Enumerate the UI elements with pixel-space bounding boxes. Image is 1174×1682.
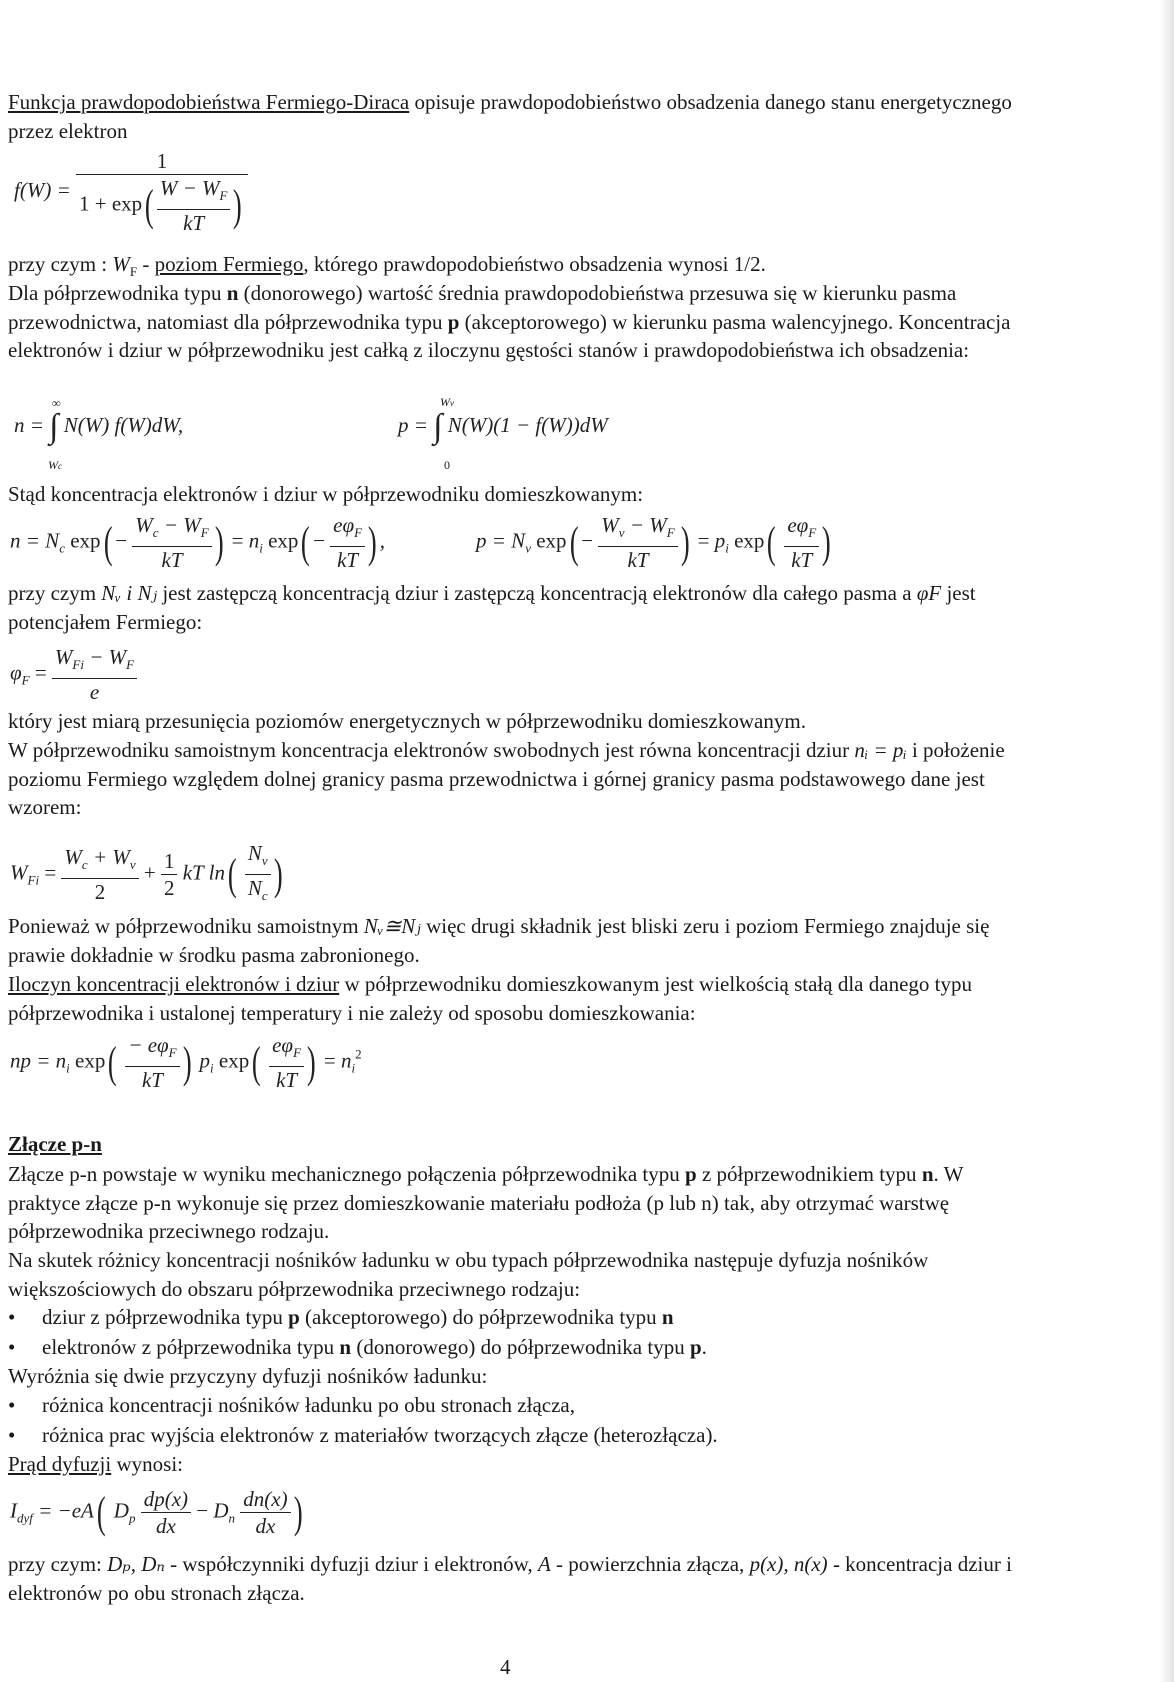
dx: dx — [155, 1514, 176, 1538]
paren-left: ( — [103, 517, 113, 567]
pi: p — [714, 528, 726, 553]
n-int-lower-sub: c — [58, 461, 62, 471]
p-integral-formula — [398, 408, 608, 446]
neg-e-phi: − eφ — [128, 1033, 169, 1057]
nv-nc: Nᵥ i Nⱼ — [101, 581, 158, 605]
phi-f: φF — [916, 581, 942, 605]
diffusion-current-formula — [10, 1486, 305, 1539]
one-half — [161, 848, 178, 901]
f-numerator: 1 — [76, 148, 248, 175]
paren-left: ( — [227, 849, 237, 899]
s2-p1-b: z półprzewodnikiem typu — [696, 1162, 922, 1186]
paren-left: ( — [252, 1037, 261, 1087]
phi-num-a-sub: Fi — [72, 657, 84, 672]
paren-left: ( — [145, 180, 154, 230]
f-inner-num-text: W − W — [159, 176, 220, 200]
ni-eq-pi: nᵢ = pᵢ — [854, 738, 907, 762]
minus-wf: − W — [158, 513, 201, 537]
minus-sign: − — [313, 528, 325, 553]
wf-sub: F — [666, 525, 675, 540]
p3-p: p — [447, 309, 460, 334]
fermi-dirac-link: Funkcja prawdopodobieństwa Fermiego-Diraca — [8, 90, 410, 114]
np-frac-2-num — [269, 1032, 304, 1067]
wc: W — [64, 845, 82, 869]
n-exp: exp — [70, 528, 101, 553]
plus-wv: + W — [87, 845, 130, 869]
p2-wf-sub: F — [129, 264, 138, 279]
paren-right: ) — [306, 1037, 316, 1087]
wc-sub: c — [152, 525, 159, 540]
wv: W — [601, 513, 619, 537]
s2-p5-c: - powierzchnia złącza, — [550, 1552, 750, 1576]
paren-right: ) — [293, 1487, 303, 1537]
p-int-lhs: p = — [398, 412, 428, 437]
np-ni-sub: i — [66, 1060, 70, 1076]
bullet-2: • — [8, 1335, 16, 1359]
nv-nc-frac — [245, 840, 271, 909]
intrinsic-fermi-level-formula — [10, 840, 285, 909]
np-frac-1 — [125, 1032, 179, 1093]
dp-sub: p — [128, 1510, 136, 1526]
s2-p1-a: Złącze p-n powstaje w wyniku mechanicznego połączenia półprzewodnika typu — [8, 1162, 685, 1186]
p5-c: jest potencjałem Fermiego: — [8, 581, 976, 634]
f-inner-den: kT — [183, 211, 205, 235]
p5-b: jest zastępczą koncentracją dziur i zastępczą koncentracją elektronów dla całego pasma a — [157, 581, 917, 605]
minus-wf: − W — [624, 513, 667, 537]
diffusion-intro: Na skutek różnicy koncentracji nośników ładunku w obu typach półprzewodnika następuje dyfuzja nośników większościowych do obszaru półprzewodnika przeciwnego rodzaju: — [8, 1248, 929, 1301]
integral-sign: ∫ — [433, 408, 443, 445]
diffusion-causes-intro: Wyróżnia się dwie przyczyny dyfuzji nośników ładunku: — [8, 1364, 488, 1388]
wv-sub: v — [618, 525, 625, 540]
wfi-sub: Fi — [27, 872, 40, 888]
p-int-upper-sub: v — [450, 398, 454, 408]
equals-sign: = — [34, 660, 47, 685]
dpx: dp(x) — [141, 1486, 191, 1513]
p4-rest: wynosi: — [111, 1452, 183, 1476]
minus-sign: − — [115, 528, 128, 553]
n-int-lower-text: W — [48, 458, 58, 472]
p2-a: przy czym : — [8, 252, 113, 276]
s2-p1-n: n — [921, 1162, 934, 1186]
p-int-body: N(W)(1 − f(W))dW — [447, 412, 608, 437]
nv-text: N — [247, 841, 262, 865]
fermi-dirac-intro-text: opisuje prawdopodobieństwo obsadzenia danego stanu energetycznego przez elektron — [8, 90, 1012, 143]
p-concentration-formula — [476, 512, 834, 573]
s2-p5-A: A — [537, 1552, 551, 1576]
p-exp: exp — [536, 528, 567, 553]
px-nx: p(x), n(x) — [749, 1552, 828, 1576]
np-lhs: np = n — [10, 1048, 67, 1073]
p-exp-2: exp — [734, 528, 765, 553]
wf-sub: F — [200, 525, 209, 540]
p-int-upper-text: W — [440, 395, 450, 409]
mass-action-link: Iloczyn koncentracji elektronów i dziur — [8, 972, 340, 996]
p2-b: - — [137, 252, 155, 276]
two: 2 — [94, 880, 106, 904]
equals-sign: = — [44, 860, 57, 885]
nc-text: N — [247, 876, 262, 900]
eq-minus-ea: = −eA — [38, 1498, 94, 1523]
f-inner-num — [157, 175, 231, 210]
s2-p5-d: - koncentracja dziur i elektronów po obu stronach złącza. — [8, 1552, 1012, 1605]
phi-den: e — [89, 680, 100, 704]
s2-p5-a: przy czym: — [8, 1552, 108, 1576]
wfi-lhs: W — [10, 860, 28, 885]
e-phi: eφ — [272, 1033, 294, 1057]
page-number: 4 — [500, 1655, 511, 1679]
dn-dx-frac — [240, 1486, 290, 1539]
fermi-potential-formula — [10, 644, 137, 705]
n-int-body: N(W) f(W)dW, — [63, 412, 184, 437]
paren-right: ) — [680, 517, 690, 567]
p-phi-num — [784, 512, 819, 547]
wfi-frac — [61, 844, 138, 905]
b1-n: n — [661, 1305, 674, 1329]
one: 1 — [161, 848, 178, 875]
mass-action-formula — [10, 1032, 362, 1093]
paren-right: ) — [273, 849, 283, 899]
p2-c: , którego prawdopodobieństwo obsadzenia wynosi 1/2. — [303, 252, 766, 276]
p8-b: więc drugi składnik jest bliski zeru i poziom Fermiego znajduje się prawie dokładnie w środku pasma zabronionego. — [8, 914, 990, 967]
phi-sub: F — [293, 1045, 302, 1060]
page-edge-shadow — [1160, 0, 1174, 1682]
wfi-frac-num — [61, 844, 138, 879]
b1-a: dziur z półprzewodnika typu — [42, 1305, 289, 1329]
paren-left: ( — [301, 517, 311, 567]
phi-lhs: φ — [10, 660, 22, 685]
paren-left: ( — [96, 1487, 106, 1537]
bullet-3: • — [8, 1393, 16, 1417]
fermi-level-link: poziom Fermiego — [154, 252, 304, 276]
phi-num — [52, 644, 137, 679]
shift-measure-note: który jest miarą przesunięcia poziomów energetycznych w półprzewodniku domieszkowanym. — [8, 709, 806, 733]
wv-sub: v — [129, 857, 136, 872]
p-exp-frac-num — [598, 512, 677, 547]
p7-b: i położenie poziomu Fermiego względem dolnej granicy pasma przewodnictwa i górnej granicy pasma podstawowego dane jest wzorem: — [8, 738, 1005, 820]
bullet-2-text — [42, 1333, 707, 1361]
nv — [245, 840, 271, 875]
equals-sign: = — [697, 528, 710, 553]
diffusion-current-note — [8, 1550, 1038, 1607]
n-phi-frac — [330, 512, 365, 573]
fermi-dirac-formula — [14, 148, 248, 236]
np-frac-1-num — [125, 1032, 179, 1067]
minus-sign: − — [196, 1498, 209, 1523]
p5-a: przy czym — [8, 581, 102, 605]
integral-sign: ∫ — [49, 408, 59, 445]
n-integral-formula — [14, 408, 183, 446]
kt: kT — [791, 548, 813, 572]
n-concentration-formula — [10, 512, 385, 573]
np-exp: exp — [75, 1048, 106, 1073]
phi-num-a: W — [54, 645, 73, 669]
pi-sub: i — [725, 540, 729, 556]
p8-a: Ponieważ w półprzewodniku samoistnym — [8, 914, 364, 938]
dp-dx-frac — [141, 1486, 191, 1539]
phi-lhs-sub: F — [21, 672, 30, 688]
p-int-lower: 0 — [444, 458, 450, 472]
i-lhs: I — [10, 1498, 17, 1523]
p3-n: n — [226, 281, 239, 305]
kt: kT — [161, 548, 183, 572]
dx: dx — [255, 1514, 276, 1538]
phi-sub: F — [808, 525, 817, 540]
f-den-exp: 1 + exp — [79, 191, 143, 216]
plus-sign: + — [143, 860, 156, 885]
bullet-4-text: różnica prac wyjścia elektronów z materiałów tworzących złącze (heterozłącza). — [42, 1423, 718, 1447]
semiconductor-types-paragraph — [8, 279, 1038, 365]
n-exp-frac — [132, 512, 211, 573]
e-phi: eφ — [333, 513, 355, 537]
diffusion-current-link: Prąd dyfuzji — [8, 1452, 112, 1476]
equals-sign: = — [231, 528, 244, 553]
pn-junction-intro — [8, 1160, 1038, 1246]
ni-sq-sub: i — [351, 1060, 356, 1076]
n-phi-num — [330, 512, 365, 547]
np-frac-2 — [269, 1032, 304, 1093]
ni: n — [248, 528, 260, 553]
b2-n: n — [339, 1335, 352, 1359]
n-eq-sub: c — [59, 540, 65, 556]
nv-nc-note — [8, 579, 1038, 636]
dn-coef: D — [213, 1498, 229, 1523]
b2-c: . — [701, 1335, 707, 1359]
f-inner-frac — [157, 175, 231, 236]
paren-right: ) — [367, 517, 377, 567]
f-inner-num-sub: F — [219, 188, 228, 203]
ni-sub: i — [259, 540, 263, 556]
dp-dn: Dₚ, Dₙ — [107, 1552, 165, 1576]
i-lhs-sub: dyf — [17, 1510, 33, 1526]
b1-b: (akceptorowego) do półprzewodnika typu — [299, 1305, 662, 1329]
phi-sub: F — [354, 525, 363, 540]
s2-p1-c: . W praktyce złącze p-n wykonuje się przez domieszkowanie materiału podłoża (p lub n) tak, aby otrzymać warstwę półprzewodnika przeciwnego rodzaju. — [8, 1162, 964, 1244]
doped-concentration-intro: Stąd koncentracja elektronów i dziur w półprzewodniku domieszkowanym: — [8, 482, 644, 506]
phi-sub: F — [168, 1045, 177, 1060]
comma: , — [379, 528, 385, 553]
intrinsic-paragraph — [8, 736, 1038, 822]
dn-sub: n — [228, 1510, 236, 1526]
nc — [245, 875, 271, 909]
f-denominator — [76, 175, 248, 236]
p7-a: W półprzewodniku samoistnym koncentracja elektronów swobodnych jest równa koncentracji dziur — [8, 738, 855, 762]
n-eq-lhs: n = N — [10, 528, 60, 553]
p-phi-frac — [784, 512, 819, 573]
b2-p: p — [689, 1335, 702, 1359]
minus-sign: − — [581, 528, 594, 553]
s2-p1-p: p — [685, 1162, 697, 1186]
f-lhs: f(W) = — [14, 177, 71, 202]
phi-num-b-sub: F — [126, 657, 135, 672]
kt-ln: kT ln — [182, 860, 225, 885]
n-int-lower — [48, 458, 62, 473]
dp-coef: D — [113, 1498, 129, 1523]
b1-p: p — [288, 1305, 300, 1329]
wc: W — [135, 513, 153, 537]
paren-left: ( — [569, 517, 579, 567]
equals-sign: = — [323, 1048, 336, 1073]
dnx: dn(x) — [240, 1486, 290, 1513]
p3-b: (donorowego) wartość średnia prawdopodobieństwa przesuwa się w kierunku pasma przewodnictwa, natomiast dla półprzewodnika typu — [8, 281, 957, 334]
bullet-1-text — [42, 1303, 674, 1331]
kt: kT — [337, 548, 359, 572]
b2-b: (donorowego) do półprzewodnika typu — [351, 1335, 690, 1359]
paren-right: ) — [182, 1037, 192, 1087]
paren-left: ( — [767, 517, 777, 567]
nc-sub: c — [261, 888, 268, 903]
paren-right: ) — [822, 517, 831, 567]
e-phi: eφ — [787, 513, 809, 537]
square-sup: 2 — [355, 1046, 362, 1062]
p-exp-frac — [598, 512, 677, 573]
p9-rest: w półprzewodniku domieszkowanym jest wielkością stałą dla danego typu półprzewodnika i ustalonej temperatury i nie zależy od sposobu domieszkowania: — [8, 972, 972, 1025]
n-int-upper: ∞ — [52, 396, 61, 410]
kt: kT — [141, 1068, 163, 1092]
paren-left: ( — [108, 1037, 118, 1087]
wc-sub: c — [81, 857, 88, 872]
paren-right: ) — [233, 180, 243, 230]
paren-right: ) — [214, 517, 224, 567]
pi: p — [199, 1048, 210, 1073]
bullet-4: • — [8, 1423, 16, 1447]
bullet-3-text: różnica koncentracji nośników ładunku po obu stronach złącza, — [42, 1393, 575, 1417]
s2-p5-b: - współczynniki dyfuzji dziur i elektronów, — [164, 1552, 538, 1576]
p-eq-sub: v — [525, 540, 531, 556]
p3-c: (akceptorowego) w kierunku pasma walencyjnego. Koncentracja elektronów i dziur w półprzewodniku jest całką z iloczynu gęstości stanów i prawdopodobieństwa ich obsadzenia: — [8, 309, 1011, 363]
nv-approx-nc: Nᵥ≅Nⱼ — [363, 914, 421, 938]
p-eq-lhs: p = N — [476, 528, 526, 553]
kt: kT — [276, 1068, 298, 1092]
b2-a: elektronów z półprzewodnika typu — [42, 1335, 340, 1359]
p-int-upper — [440, 395, 454, 410]
p2-wf: W — [112, 252, 130, 276]
f-fraction — [76, 148, 248, 236]
kt: kT — [627, 548, 649, 572]
mass-action-paragraph — [8, 970, 1038, 1027]
bullet-1: • — [8, 1305, 16, 1329]
n-exp-frac-num — [132, 512, 211, 547]
n-int-lhs: n = — [14, 412, 44, 437]
np-exp-2: exp — [218, 1048, 250, 1073]
ni-squared: n — [341, 1048, 352, 1073]
p3-a: Dla półprzewodnika typu — [8, 281, 227, 305]
pi-sub: i — [210, 1060, 214, 1076]
pn-junction-heading: Złącze p-n — [8, 1132, 102, 1156]
phi-num-b: − W — [83, 645, 127, 669]
midgap-paragraph — [8, 912, 1038, 969]
n-exp-2: exp — [268, 528, 299, 553]
fermi-dirac-intro — [8, 88, 1038, 145]
two: 2 — [163, 876, 175, 900]
diffusion-current-intro — [8, 1450, 1038, 1479]
nv-sub: v — [261, 853, 268, 868]
phi-frac — [52, 644, 137, 705]
